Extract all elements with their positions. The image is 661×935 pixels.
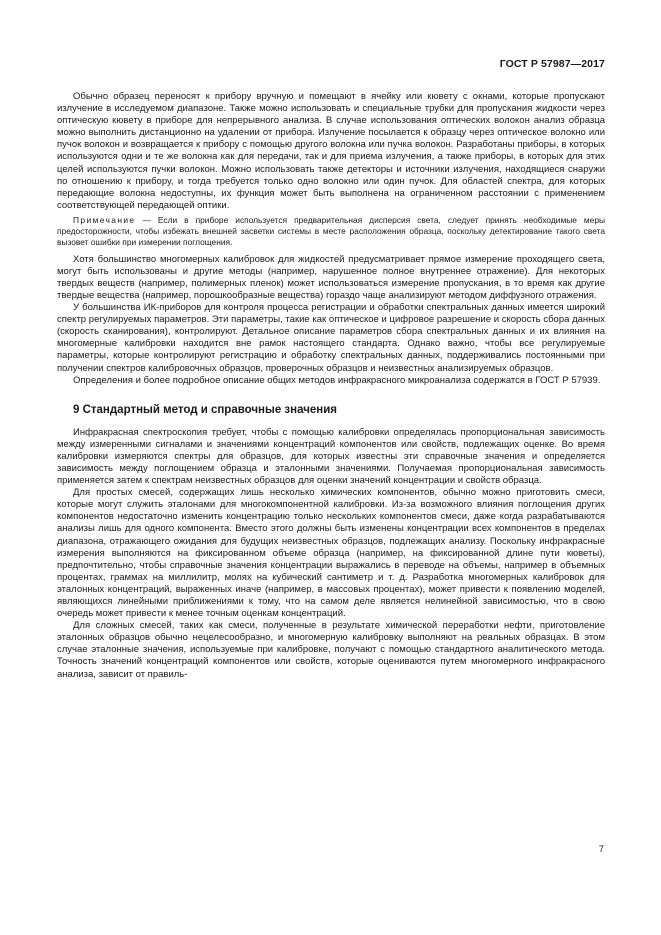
section-paragraph: Для простых смесей, содержащих лишь несколько химических компонентов, обычно можно приготовить смеси, которые могут служить эталонами для многокомпонентной калибровки. Из-за возможного влияния поглощения других компонентов недостаточно изменить концентрацию только нескольких компонентов смеси, даже когда разрабатываются анализы лишь для одного компонента. Вместо этого должны быть изменены концентрации всех компонентов в пределах диапазона, отражающего ожидания для будущих неизвестных образцов, подлежащих анализу. Поскольку инфракрасные измерения выполняются на фиксированном объеме образца (например, на фиксированной длине пути кюветы), предпочтительно, чтобы справочные значения концентрации выражались в переводе на объемы, например в объемных процентах, граммах на миллилитр, молях на кубический сантиметр и т. д. Разработка многомерных калибровок для эталонных концентраций, выраженных иначе (например, в массовых процентах), может привести к появлению моделей, являющихся линейными приближениями к тому, что на самом деле является нелинейной зависимостью, что в свою очередь может привести к менее точным оценкам концентраций.	[57, 487, 605, 620]
note-text: — Если в приборе используется предварительная дисперсия света, следует принять необходимые меры предосторожности, чтобы избежать внешней засветки системы в месте расположения образца, поскольку детектирование такого света вызовет ошибки при измерении поглощения.	[57, 214, 605, 247]
body-paragraph: Хотя большинство многомерных калибровок для жидкостей предусматривает прямое измерение проходящего света, могут быть использованы и другие методы (например, нарушенное полное внутреннее отражение). Для некоторых твердых веществ (например, полимерных пленок) может использоваться измерение пропускания, в то время как другие твердые вещества (например, порошкообразные вещества) гораздо чаще анализируют методом диффузного отражения.	[57, 253, 605, 301]
page-number: 7	[598, 844, 604, 855]
body-paragraph: Определения и более подробное описание общих методов инфракрасного микроанализа содержатся в ГОСТ Р 57939.	[73, 374, 601, 386]
document-id-header: ГОСТ Р 57987—2017	[499, 58, 605, 70]
section-paragraph: Для сложных смесей, таких как смеси, полученные в результате химической переработки нефти, приготовление эталонных образцов обычно нецелесообразно, и многомерную калибровку выполняют на реальных образцах. В этом случае эталонные значения, используемые при калибровке, получают с помощью стандартного аналитического метода. Точность значений концентраций компонентов или свойств, которые оцениваются путем многомерного инфракрасного анализа, зависит от правиль-	[57, 620, 605, 680]
body-paragraph: У большинства ИК-приборов для контроля процесса регистрации и обработки спектральных данных имеется широкий спектр регулируемых параметров. Эти параметры, такие как оптическое и цифровое разрешение и скорость сбора данных (скорость сканирования), контролируют. Детальное описание параметров сбора спектральных данных и их влияния на многомерные калибровки находится вне рамок настоящего стандарта. Однако важно, чтобы все регулируемые параметры, которые контролируют регистрацию и обработку спектральных данных, поддерживались постоянными при получении спектров калибровочных образцов, проверочных образцов и неизвестных анализируемых образцов.	[57, 302, 605, 374]
page-body	[57, 91, 605, 681]
note-paragraph	[57, 215, 605, 248]
section-paragraph: Инфракрасная спектроскопия требует, чтобы с помощью калибровки определялась пропорциональная зависимость между измеренными сигналами и значениями концентраций компонентов или свойств, подлежащих оценке. Во время калибровки измеряются спектры для образцов, для которых известны эти справочные значения и определяется зависимость между поглощением образца и эталонными значениями. Получаемая пропорциональная зависимость применяется затем к спектрам неизвестных образцов для оценки значений концентрации и свойств образца.	[57, 426, 605, 487]
section-heading: 9 Стандартный метод и справочные значения	[73, 403, 337, 416]
body-paragraph: Обычно образец переносят к прибору вручную и помещают в ячейку или кювету с окнами, которые пропускают излучение в исследуемом диапазоне. Также можно использовать и специальные трубки для пропускания жидкости через оптическую кювету в приборе для непрерывного анализа. В случае использования оптических волокон анализ образца можно выполнить дистанционно на удалении от прибора. Излучение посылается к образцу через оптическое волокно или пучок волокон и возвращается к прибору с помощью другого волокна или пучка волокон. Разработаны приборы, в которых используются одни и те же волокна как для передачи, так и для приема излучения, а также приборы, в которых для этих целей используются пучки волокон. Можно использовать также детекторы и источники излучения, находящиеся снаружи по отношению к прибору, и тогда требуется только одно волокно или один пучок. Для областей спектра, для которых передающие волокна недоступны, их функция может быть выполнена на ограниченном расстоянии с применением соответствующей передающей оптики.	[57, 91, 605, 211]
note-label: Примечание	[73, 214, 136, 225]
